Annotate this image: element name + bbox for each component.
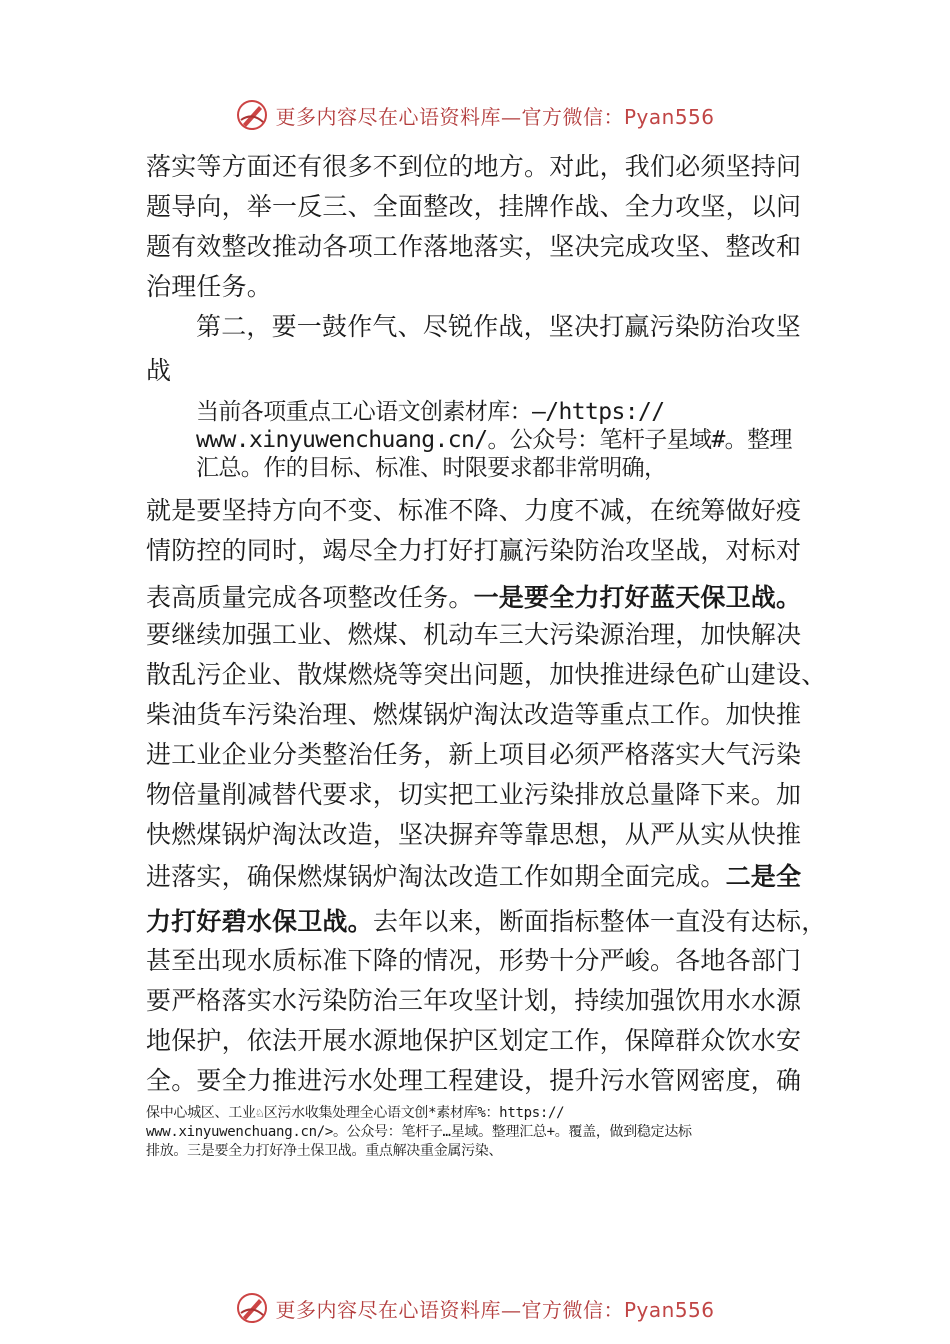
banner-text: 更多内容尽在心语资料库—官方微信：Pyan556 xyxy=(275,1297,715,1322)
section-heading-cont: 战 xyxy=(146,356,172,385)
bold-heading: 二是全 xyxy=(725,862,802,891)
text-line: 要严格落实水污染防治三年攻坚计划，持续加强饮用水水源 xyxy=(146,986,802,1015)
pen-logo-icon xyxy=(235,98,269,132)
text-line: 进工业企业分类整治任务，新上项目必须严格落实大气污染 xyxy=(146,740,802,769)
text-line: 表高质量完成各项整改任务。一是要全力打好蓝天保卫战。 xyxy=(146,583,802,612)
section-heading: 第二，要一鼓作气、尽锐作战，坚决打赢污染防治攻坚 xyxy=(196,312,801,341)
text-line: 要继续加强工业、燃煤、机动车三大污染源治理，加快解决 xyxy=(146,620,802,649)
text-line: 力打好碧水保卫战。去年以来，断面指标整体一直没有达标， xyxy=(146,907,827,936)
bold-heading: 一是要全力打好蓝天保卫战。 xyxy=(473,583,802,612)
text-line: 地保护，依法开展水源地保护区划定工作，保障群众饮水安 xyxy=(146,1026,802,1055)
text-line: 题有效整改推动各项工作落地落实，坚决完成攻坚、整改和 xyxy=(146,232,802,261)
text-line: 柴油货车污染治理、燃煤锅炉淘汰改造等重点工作。加快推 xyxy=(146,700,802,729)
small-text-line: 保中心城区、工业♘区污水收集处理全心语文创*素材库%：https:// xyxy=(146,1105,565,1121)
wechat-account: Pyan556 xyxy=(623,104,715,129)
text-line: 就是要坚持方向不变、标准不降、力度不减，在统筹做好疫 xyxy=(146,496,802,525)
small-text-line: www.xinyuwenchuang.cn/>。公众号：笔杆子…星域。整理汇总+。覆盖，做到稳定达标 xyxy=(146,1124,692,1140)
watermark-line: www.xinyuwenchuang.cn/。公众号：笔杆子星域#。整理 xyxy=(196,427,792,453)
footer-banner xyxy=(0,1288,950,1328)
text-line: 物倍量削减替代要求，切实把工业污染排放总量降下来。加 xyxy=(146,780,802,809)
text-line: 题导向，举一反三、全面整改，挂牌作战、全力攻坚，以问 xyxy=(146,192,802,221)
text-line: 进落实，确保燃煤锅炉淘汰改造工作如期全面完成。二是全 xyxy=(146,862,802,891)
header-banner xyxy=(0,95,950,135)
text-line: 治理任务。 xyxy=(146,272,273,301)
watermark-line: 当前各项重点工心语文创素材库：—/https:// xyxy=(196,399,665,425)
small-text-line: 排放。三是要全力打好净土保卫战。重点解决重金属污染、 xyxy=(146,1143,503,1159)
banner-text: 更多内容尽在心语资料库—官方微信：Pyan556 xyxy=(275,104,715,129)
pen-logo-icon xyxy=(235,1291,269,1325)
text-line: 落实等方面还有很多不到位的地方。对此，我们必须坚持问 xyxy=(146,152,802,181)
text-line: 全。要全力推进污水处理工程建设，提升污水管网密度，确 xyxy=(146,1066,802,1095)
text-line: 情防控的同时，竭尽全力打好打赢污染防治攻坚战，对标对 xyxy=(146,536,802,565)
text-line: 散乱污企业、散煤燃烧等突出问题，加快推进绿色矿山建设、 xyxy=(146,660,827,689)
text-line: 快燃煤锅炉淘汰改造，坚决摒弃等靠思想，从严从实从快推 xyxy=(146,820,802,849)
text-line: 甚至出现水质标准下降的情况，形势十分严峻。各地各部门 xyxy=(146,946,802,975)
wechat-account: Pyan556 xyxy=(623,1297,715,1322)
bold-heading: 力打好碧水保卫战。 xyxy=(146,907,373,936)
watermark-line: 汇总。作的目标、标准、时限要求都非常明确， xyxy=(196,455,667,481)
